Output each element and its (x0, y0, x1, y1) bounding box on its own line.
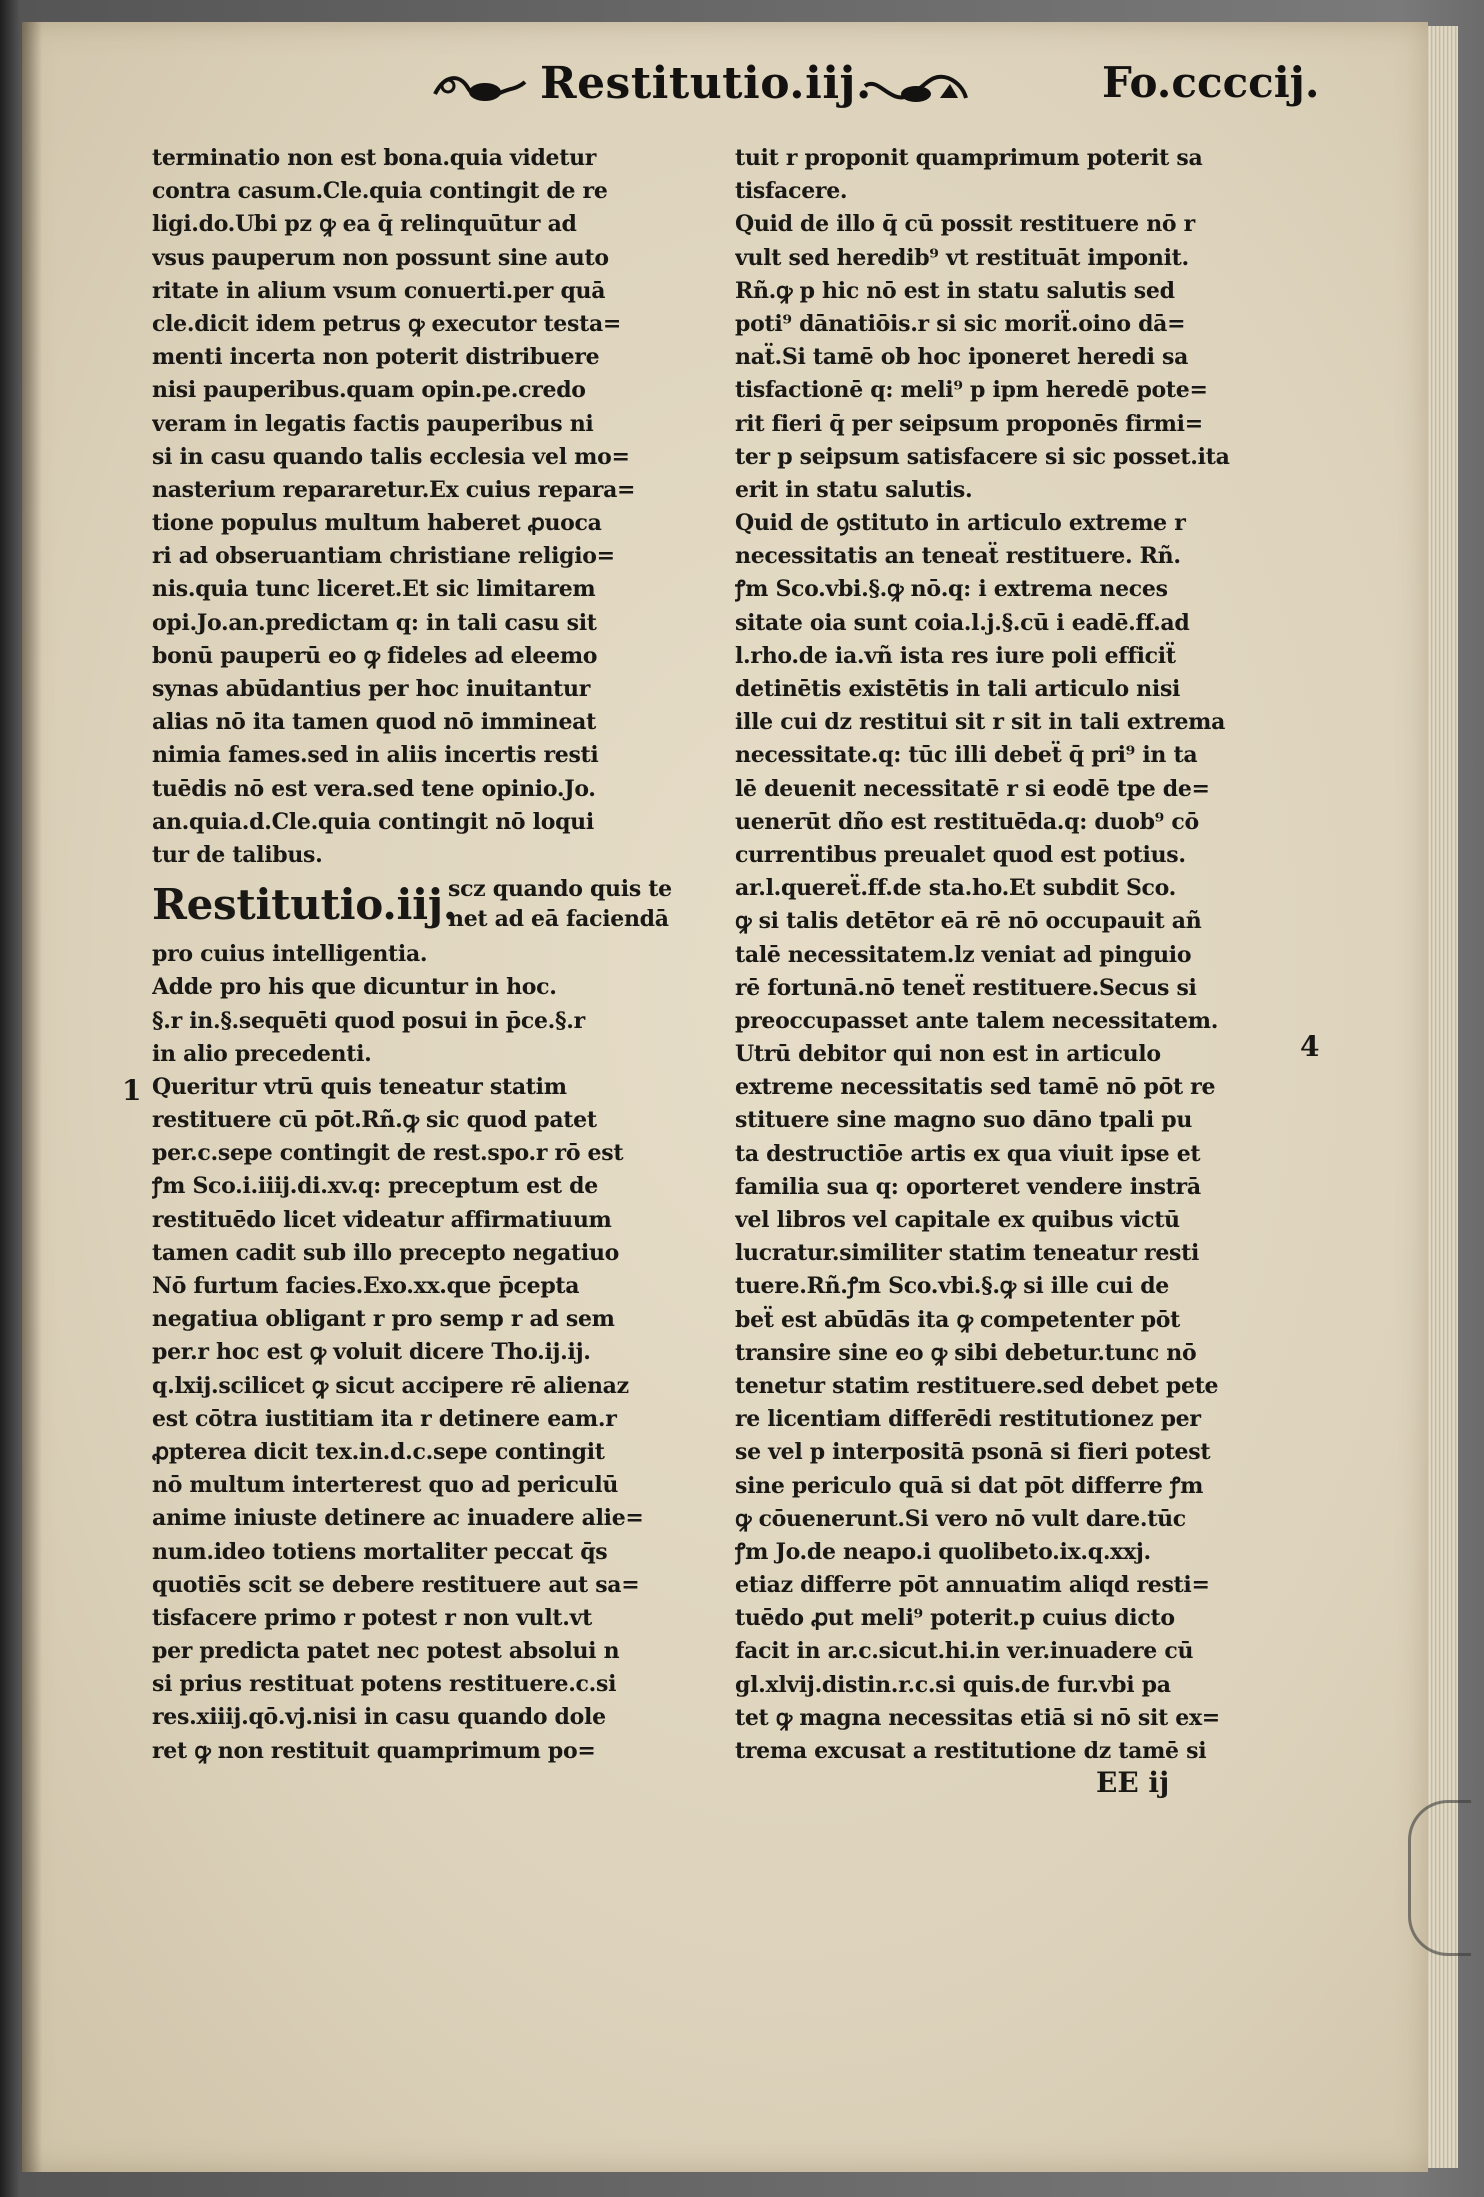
text-line: necessitatis an teneaẗ restituere. Rñ. (735, 543, 1181, 570)
heading-subtext-line: scz quando quis te (448, 876, 672, 903)
text-line: pro cuius intelligentia. (152, 941, 428, 968)
running-header (430, 58, 1330, 128)
text-line: tamen cadit sub illo precepto negatiuo (152, 1239, 620, 1266)
text-line: tet ꝙ magna necessitas etiā si nō sit ex= (735, 1704, 1220, 1731)
left-margin-number: 1 (122, 1074, 142, 1107)
text-line: vel libros vel capitale ex quibus victū (735, 1207, 1180, 1233)
text-line: naẗ.Si tamē ob hoc iponeret heredi sa (735, 344, 1189, 371)
section-heading-subtext (448, 874, 738, 934)
text-line: num.ideo totiens mortaliter peccat q̄s (152, 1538, 608, 1565)
text-line: synas abūdantius per hoc inuitantur (152, 676, 591, 702)
text-line: tenetur statim restituere.sed debet pete (735, 1372, 1219, 1399)
left-text-column (152, 142, 732, 1768)
text-line: ri ad obseruantiam christiane religio= (152, 543, 615, 570)
text-line: transire sine eo ꝙ sibi debetur.tunc nō (735, 1339, 1197, 1366)
text-line: si prius restituat potens restituere.c.si (152, 1671, 617, 1698)
text-line: res.xiiij.qō.vj.nisi in casu quando dole (152, 1704, 606, 1731)
text-line: ar.l.quereẗ.ff.de sta.ho.Et subdit Sco. (735, 875, 1176, 902)
text-line: facit in ar.c.sicut.hi.in ver.inuadere cū (735, 1638, 1194, 1665)
text-line: opi.Jo.an.predictam q: in tali casu sit (152, 609, 597, 636)
text-line: tur de talibus. (152, 841, 323, 868)
text-line: Quid de illo q̄ cū possit restituere nō r (735, 211, 1195, 238)
text-line: per.c.sepe contingit de rest.spo.r rō est (152, 1140, 624, 1167)
text-line: bonū pauperū eo ꝙ fideles ad eleemo (152, 642, 598, 669)
text-line: veram in legatis factis pauperibus ni (152, 410, 594, 437)
text-line: in alio precedenti. (152, 1040, 372, 1067)
text-line: §.r in.§.sequēti quod posui in p̄ce.§.r (152, 1007, 585, 1034)
text-line: ter p seipsum satisfacere si sic posset.ita (735, 443, 1230, 470)
text-line: ꝙ si talis detētor eā rē nō occupauit añ (735, 908, 1202, 935)
text-line: trema excusat a restitutione dz tamē si (735, 1738, 1207, 1764)
text-line: ret ꝙ non restituit quamprimum po= (152, 1737, 596, 1764)
text-line: Utrū debitor qui non est in articulo (735, 1041, 1161, 1068)
text-line: se vel p interpositā psonā si fieri potest (735, 1439, 1211, 1466)
page-clip (1408, 1800, 1471, 1956)
text-line: cle.dicit idem petrus ꝙ executor testa= (152, 310, 622, 337)
text-line: per.r hoc est ꝙ voluit dicere Tho.ij.ij. (152, 1339, 591, 1366)
text-line: alias nō ita tamen quod nō immineat (152, 709, 596, 736)
text-line: ꝓpterea dicit tex.in.d.c.sepe contingit (152, 1438, 605, 1465)
text-line: beẗ est abūdās ita ꝙ competenter pōt (735, 1306, 1181, 1333)
text-line: rit fieri q̄ per seipsum proponēs firmi= (735, 410, 1203, 437)
text-line: Nō furtum facies.Exo.xx.que p̄cepta (152, 1273, 580, 1299)
page-gutter-shadow (22, 22, 42, 2172)
text-line: ritate in alium vsum conuerti.per quā (152, 277, 606, 304)
running-title: Restitutio.iij. (540, 58, 872, 109)
text-line: preoccupasset ante talem necessitatem. (735, 1007, 1219, 1034)
signature-mark: EE ij (1096, 1766, 1170, 1799)
text-line: poti⁹ dānatiōis.r si sic moriẗ.oino dā= (735, 310, 1186, 337)
text-line: stituere sine magno suo dāno tpali pu (735, 1107, 1193, 1134)
text-line: negatiua obligant r pro semp r ad sem (152, 1306, 615, 1333)
text-line: tisfacere primo r potest r non vult.vt (152, 1604, 592, 1631)
right-text-column (735, 142, 1315, 1768)
text-line: terminatio non est bona.quia videtur (152, 145, 597, 171)
text-line: necessitate.q: tūc illi debeẗ q̄ pri⁹ in ta (735, 742, 1198, 769)
text-line: currentibus preualet quod est potius. (735, 841, 1186, 868)
text-line: tuēdo ꝓut meli⁹ poterit.p cuius dicto (735, 1605, 1175, 1632)
text-line: uenerūt dño est restituēda.q: duob⁹ cō (735, 808, 1199, 835)
text-line: menti incerta non poterit distribuere (152, 344, 600, 371)
left-fleuron-ornament-icon (430, 64, 530, 114)
right-margin-number: 4 (1300, 1030, 1320, 1063)
text-line: lē deuenit necessitatē r si eodē tpe de= (735, 775, 1210, 802)
text-line: ꝭm Sco.vbi.§.ꝙ nō.q: i extrema neces (735, 576, 1168, 603)
text-line: nasterium repararetur.Ex cuius repara= (152, 476, 636, 503)
text-line: familia sua q: oporteret vendere instrā (735, 1173, 1201, 1200)
text-line: contra casum.Cle.quia contingit de re (152, 178, 608, 205)
text-line: nisi pauperibus.quam opin.pe.credo (152, 377, 586, 404)
section-heading-block (152, 872, 732, 938)
text-line: Adde pro his que dicuntur in hoc. (152, 974, 557, 1001)
text-line: nō multum interterest quo ad periculū (152, 1472, 619, 1499)
text-line: tione populus multum haberet ꝓuoca (152, 510, 602, 537)
text-line: erit in statu salutis. (735, 476, 973, 503)
section-heading: Restitutio.iij. (152, 880, 458, 930)
text-line: nimia fames.sed in aliis incertis resti (152, 742, 599, 769)
text-line: ꝙ cōuenerunt.Si vero nō vult dare.tūc (735, 1505, 1186, 1532)
folio-number: Fo.ccccij. (1102, 58, 1320, 107)
text-line: q.lxij.scilicet ꝙ sicut accipere rē alienaz (152, 1372, 629, 1399)
text-line: talē necessitatem.lz veniat ad pinguio (735, 941, 1192, 968)
text-line: an.quia.d.Cle.quia contingit nō loqui (152, 808, 594, 835)
text-line: si in casu quando talis ecclesia vel mo= (152, 443, 630, 470)
text-line: restituēdo licet videatur affirmatiuum (152, 1206, 612, 1233)
text-line: detinētis existētis in tali articulo nisi (735, 676, 1181, 702)
text-line: tuit r proponit quamprimum poterit sa (735, 145, 1203, 171)
text-line: ꝭm Jo.de neapo.i quolibeto.ix.q.xxj. (735, 1538, 1151, 1565)
text-line: Quid de ꝯstituto in articulo extreme r (735, 510, 1186, 537)
text-line: ligi.do.Ubi pz ꝙ ea q̄ relinquūtur ad (152, 211, 577, 238)
text-line: rē fortunā.nō teneẗ restituere.Secus si (735, 974, 1197, 1001)
text-line: gl.xlvij.distin.r.c.si quis.de fur.vbi pa (735, 1671, 1171, 1698)
text-line: per predicta patet nec potest absolui n (152, 1638, 620, 1665)
text-line: vult sed heredib⁹ vt restituāt imponit. (735, 244, 1189, 271)
text-line: restituere cū pōt.Rñ.ꝙ sic quod patet (152, 1107, 597, 1134)
text-line: tisfactionē q: meli⁹ p ipm heredē pote= (735, 377, 1208, 404)
text-line: tuēdis nō est vera.sed tene opinio.Jo. (152, 775, 596, 802)
text-line: Queritur vtrū quis teneatur statim (152, 1073, 567, 1100)
text-line: nis.quia tunc liceret.Et sic limitarem (152, 576, 596, 603)
text-line: tuere.Rñ.ꝭm Sco.vbi.§.ꝙ si ille cui de (735, 1273, 1169, 1300)
text-line: anime iniuste detinere ac inuadere alie= (152, 1505, 644, 1532)
text-line: etiaz differre pōt annuatim aliqd resti= (735, 1572, 1210, 1599)
text-line: sitate oia sunt coia.l.j.§.cū i eadē.ff.ad (735, 609, 1190, 636)
text-line: extreme necessitatis sed tamē nō pōt re (735, 1074, 1216, 1101)
text-line: sine periculo quā si dat pōt differre ꝭm (735, 1472, 1204, 1499)
text-line: tisfacere. (735, 178, 848, 205)
text-line: ille cui dz restitui sit r sit in tali extrema (735, 709, 1226, 736)
heading-subtext-line: net ad eā faciendā (448, 906, 669, 933)
text-line: ta destructiōe artis ex qua viuit ipse et (735, 1140, 1201, 1167)
text-line: est cōtra iustitiam ita r detinere eam.r (152, 1405, 617, 1432)
text-line: lucratur.similiter statim teneatur resti (735, 1240, 1200, 1267)
text-line: vsus pauperum non possunt sine auto (152, 244, 609, 271)
text-line: l.rho.de ia.vñ ista res iure poli efficiẗ (735, 642, 1176, 669)
right-fleuron-ornament-icon (860, 64, 970, 114)
text-line: Rñ.ꝙ p hic nō est in statu salutis sed (735, 277, 1175, 304)
text-line: ꝭm Sco.i.iiij.di.xv.q: preceptum est de (152, 1173, 598, 1200)
text-line: re licentiam differēdi restitutionez per (735, 1406, 1201, 1433)
text-line: quotiēs scit se debere restituere aut sa= (152, 1571, 640, 1598)
